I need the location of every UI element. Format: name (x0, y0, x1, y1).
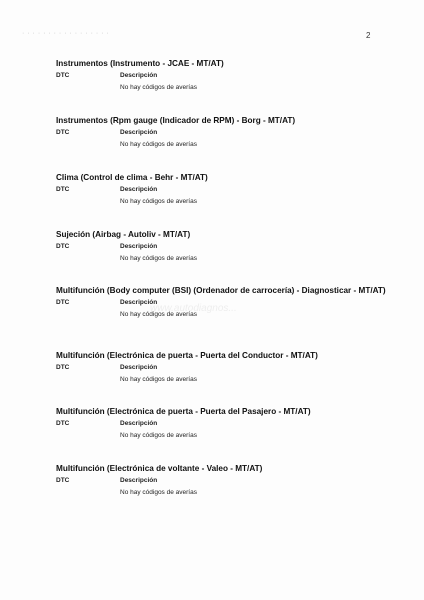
section-title: Clima (Control de clima - Behr - MT/AT) (56, 173, 208, 182)
column-headers (56, 476, 386, 485)
description-column-label: Descripción (120, 477, 158, 484)
dtc-column-label: DTC (56, 364, 70, 371)
dtc-section-steering (56, 463, 386, 497)
dtc-section-passenger-door (56, 406, 386, 440)
no-codes-text: No hay códigos de averías (120, 141, 197, 148)
no-codes-text: No hay códigos de averías (120, 198, 197, 205)
section-title: Instrumentos (Instrumento - JCAE - MT/AT) (56, 59, 224, 68)
description-column-label: Descripción (120, 420, 158, 427)
watermark: www.autodiagnos... (150, 303, 237, 314)
no-codes-text: No hay códigos de averías (120, 84, 197, 91)
dtc-section-airbag (56, 229, 386, 263)
dtc-column-label: DTC (56, 420, 70, 427)
description-column-label: Descripción (120, 129, 158, 136)
dtc-section-instrument (56, 58, 386, 92)
column-headers (56, 298, 386, 307)
dtc-section-body-computer (56, 285, 386, 319)
section-title: Multifunción (Electrónica de puerta - Puerta del Pasajero - MT/AT) (56, 407, 311, 416)
dtc-column-label: DTC (56, 477, 70, 484)
column-headers (56, 419, 386, 428)
page-number: 2 (366, 31, 371, 40)
description-column-label: Descripción (120, 364, 158, 371)
no-codes-text: No hay códigos de averías (120, 376, 197, 383)
dtc-column-label: DTC (56, 129, 70, 136)
section-title: Sujeción (Airbag - Autoliv - MT/AT) (56, 230, 191, 239)
section-title: Multifunción (Body computer (BSI) (Ordenador de carrocería) - Diagnosticar - MT/AT) (56, 286, 386, 295)
section-title: Instrumentos (Rpm gauge (Indicador de RPM) - Borg - MT/AT) (56, 116, 296, 125)
dtc-column-label: DTC (56, 72, 70, 79)
dtc-section-climate (56, 172, 386, 206)
section-title: Multifunción (Electrónica de voltante - Valeo - MT/AT) (56, 464, 263, 473)
column-headers (56, 128, 386, 137)
column-headers (56, 71, 386, 80)
page-header-faint: · · · · · · · · · · · · · · · · · (22, 30, 110, 37)
column-headers (56, 185, 386, 194)
description-column-label: Descripción (120, 299, 158, 306)
dtc-section-rpm-gauge (56, 115, 386, 149)
section-title: Multifunción (Electrónica de puerta - Puerta del Conductor - MT/AT) (56, 351, 318, 360)
dtc-column-label: DTC (56, 243, 70, 250)
description-column-label: Descripción (120, 72, 158, 79)
column-headers (56, 363, 386, 372)
description-column-label: Descripción (120, 243, 158, 250)
dtc-column-label: DTC (56, 186, 70, 193)
description-column-label: Descripción (120, 186, 158, 193)
dtc-section-driver-door (56, 350, 386, 384)
no-codes-text: No hay códigos de averías (120, 255, 197, 262)
no-codes-text: No hay códigos de averías (120, 489, 197, 496)
no-codes-text: No hay códigos de averías (120, 311, 197, 318)
no-codes-text: No hay códigos de averías (120, 432, 197, 439)
column-headers (56, 242, 386, 251)
dtc-column-label: DTC (56, 299, 70, 306)
